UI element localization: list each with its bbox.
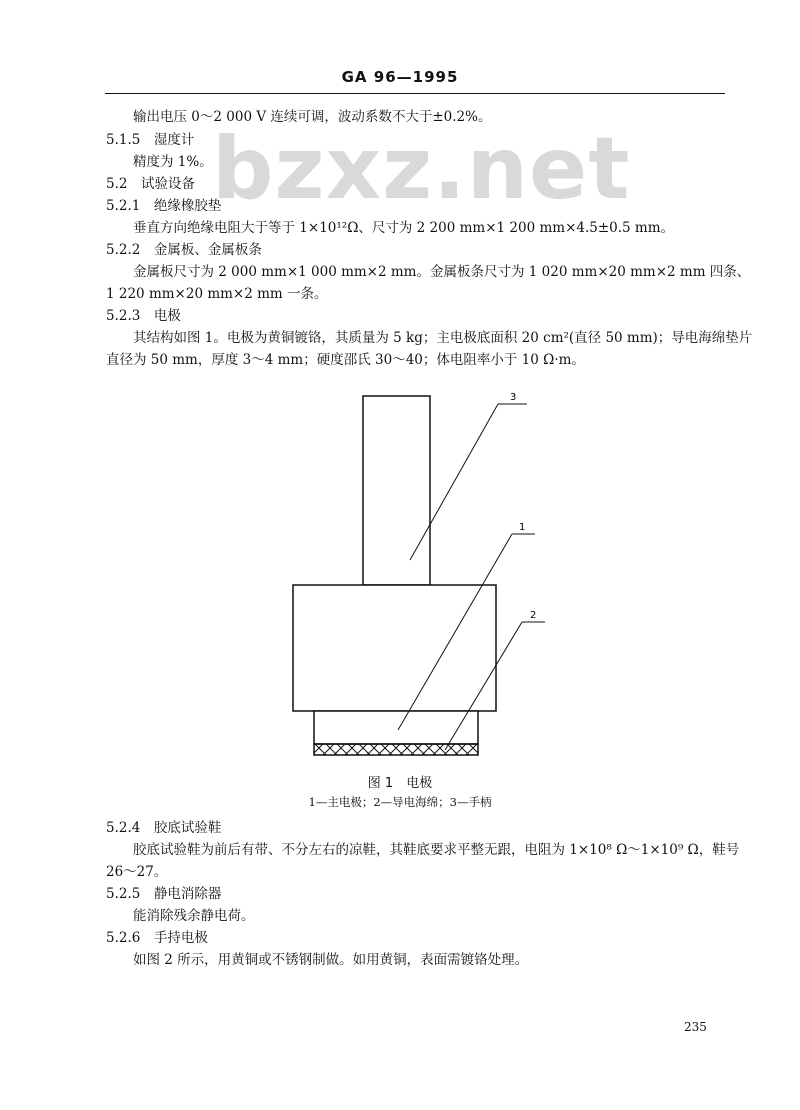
callout-3: 3 — [510, 392, 517, 403]
watermark: bzxz.net — [212, 119, 631, 219]
text-line: 垂直方向绝缘电阻大于等于 1×10¹²Ω、尺寸为 2 200 mm×1 200 mm×4.5±0.5 mm。 — [133, 220, 675, 236]
text-line: 其结构如图 1。电极为黄铜镀铬，其质量为 5 kg；主电极底面积 20 cm²(直径 50 mm)；导电海绵垫片 — [133, 330, 753, 346]
handle-shape — [363, 396, 430, 585]
electrode-base-shape — [314, 711, 478, 744]
text-line: 胶底试验鞋为前后有带、不分左右的凉鞋，其鞋底要求平整无跟，电阻为 1×10⁸ Ω～1×10⁹ Ω，鞋号 — [133, 842, 740, 858]
callout-1: 1 — [519, 522, 526, 533]
text-line: 直径为 50 mm，厚度 3～4 mm；硬度邵氏 30～40；体电阻率小于 10 Ω·m。 — [106, 352, 585, 368]
text-line: 输出电压 0～2 000 V 连续可调，波动系数不大于±0.2%。 — [133, 109, 492, 125]
text-line: 能消除残余静电荷。 — [133, 908, 255, 924]
section-heading: 5.1.5 湿度计 — [106, 132, 195, 148]
figure-legend: 1—主电极；2—导电海绵；3—手柄 — [308, 795, 492, 809]
page-number: 235 — [684, 1020, 707, 1034]
callout-2: 2 — [530, 610, 537, 621]
main-electrode-shape — [293, 585, 496, 711]
text-line: 精度为 1%。 — [133, 154, 213, 170]
section-heading: 5.2.4 胶底试验鞋 — [106, 820, 222, 836]
section-heading: 5.2.3 电极 — [106, 308, 181, 324]
section-heading: 5.2.6 手持电极 — [106, 930, 208, 946]
text-line: 1 220 mm×20 mm×2 mm 一条。 — [106, 286, 328, 302]
text-line: 金属板尺寸为 2 000 mm×1 000 mm×2 mm。金属板条尺寸为 1 020 mm×20 mm×2 mm 四条、 — [133, 264, 751, 280]
section-heading: 5.2 试验设备 — [106, 176, 195, 192]
figure-caption: 图 1 电极 — [367, 776, 433, 791]
section-heading: 5.2.1 绝缘橡胶垫 — [106, 198, 222, 214]
text-line: 26～27。 — [106, 864, 168, 880]
text-line: 如图 2 所示，用黄铜或不锈钢制做。如用黄铜，表面需镀铬处理。 — [133, 952, 529, 968]
page-header-title: GA 96—1995 — [341, 68, 459, 86]
section-heading: 5.2.5 静电消除器 — [106, 886, 222, 902]
sponge-pad-shape — [314, 744, 478, 755]
section-heading: 5.2.2 金属板、金属板条 — [106, 242, 262, 258]
